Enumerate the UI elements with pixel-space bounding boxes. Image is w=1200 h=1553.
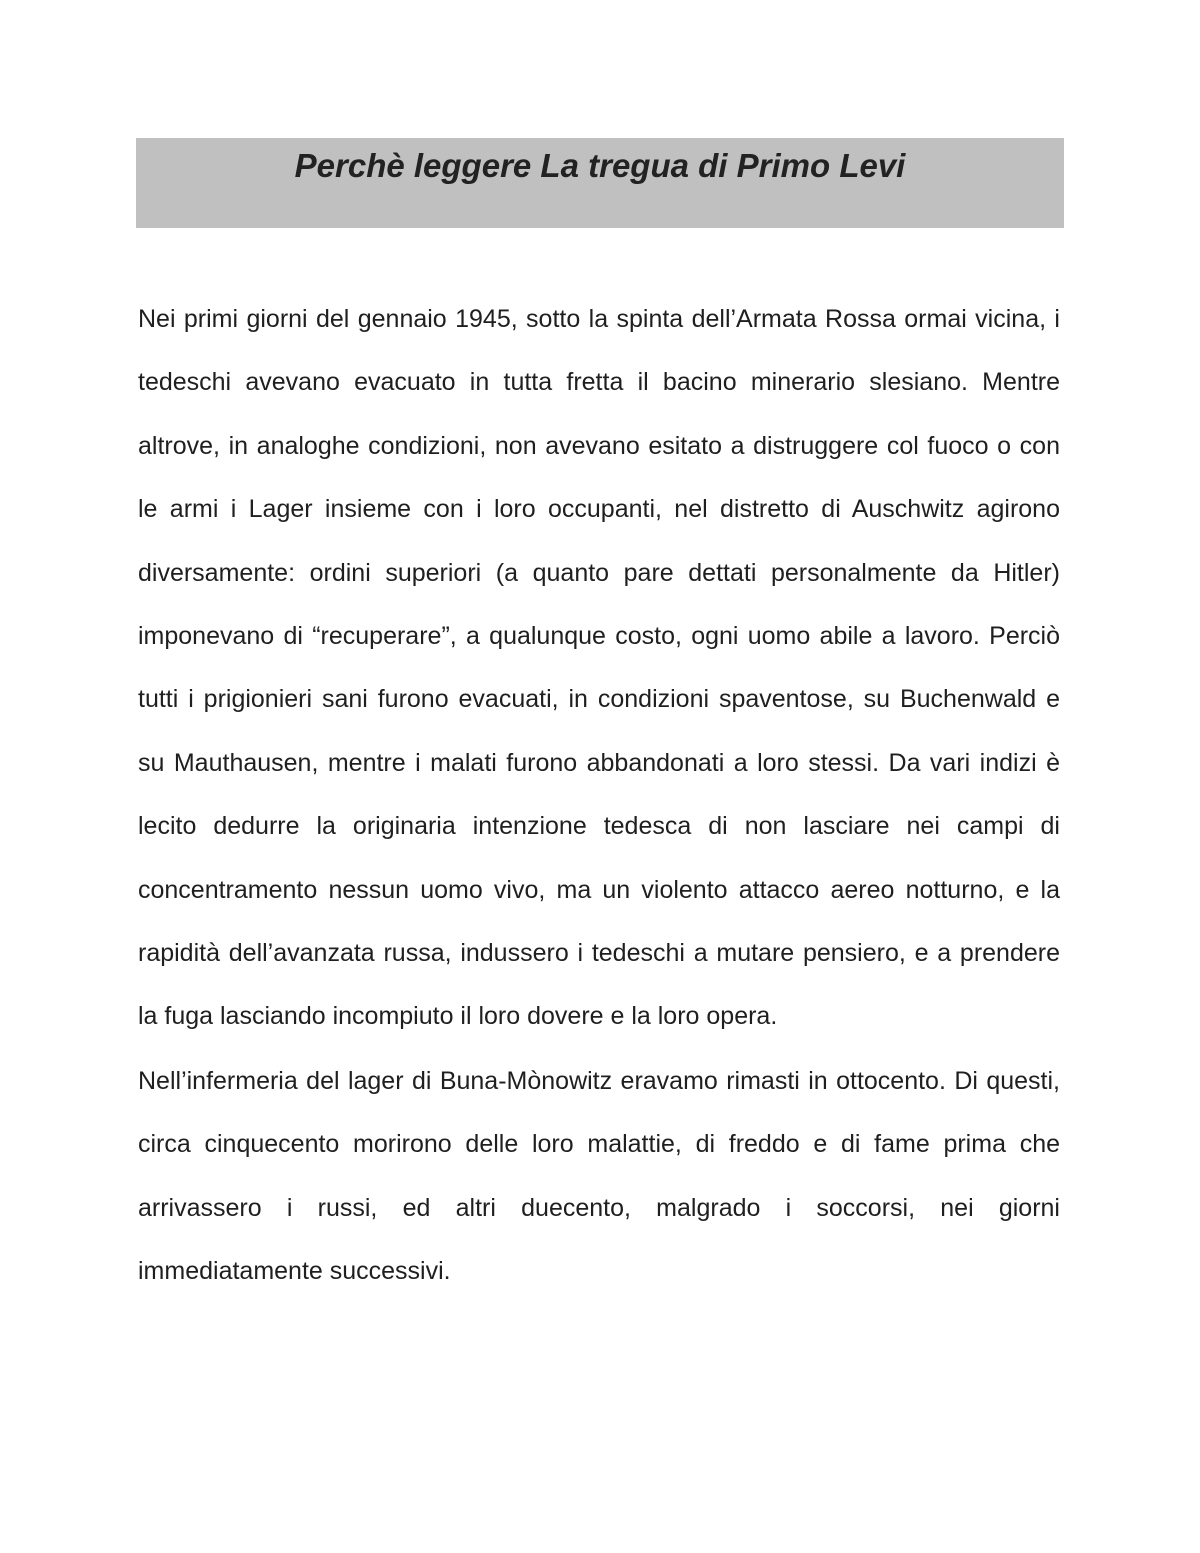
document-title: Perchè leggere La tregua di Primo Levi [294,147,906,184]
document-body [138,288,1060,1304]
paragraph-1: Nei primi giorni del gennaio 1945, sotto la spinta dell’Armata Rossa ormai vicina, i tedeschi avevano evacuato in tutta fretta il bacino minerario slesiano. Mentre altrove, in analoghe condizioni, non avevano esitato a distruggere col fuoco o con le armi i Lager insieme con i loro occupanti, nel distretto di Auschwitz agirono diversamente: ordini superiori (a quanto pare dettati personalmente da Hitler) imponevano di “recuperare”, a qualunque costo, ogni uomo abile a lavoro. Perciò tutti i prigionieri sani furono evacuati, in condizioni spaventose, su Buchenwald e su Mauthausen, mentre i malati furono abbandonati a loro stessi. Da vari indizi è lecito dedurre la originaria intenzione tedesca di non lasciare nei campi di concentramento nessun uomo vivo, ma un violento attacco aereo notturno, e la rapidità dell’avanzata russa, indussero i tedeschi a mutare pensiero, e a prendere la fuga lasciando incompiuto il loro dovere e la loro opera. [138,305,1060,1031]
title-banner [136,138,1064,228]
paragraph-2: Nell’infermeria del lager di Buna-Mònowitz eravamo rimasti in ottocento. Di questi, circa cinquecento morirono delle loro malattie, di freddo e di fame prima che arrivassero i russi, ed altri duecento, malgrado i soccorsi, nei giorni immediatamente successivi. [138,1066,1060,1286]
